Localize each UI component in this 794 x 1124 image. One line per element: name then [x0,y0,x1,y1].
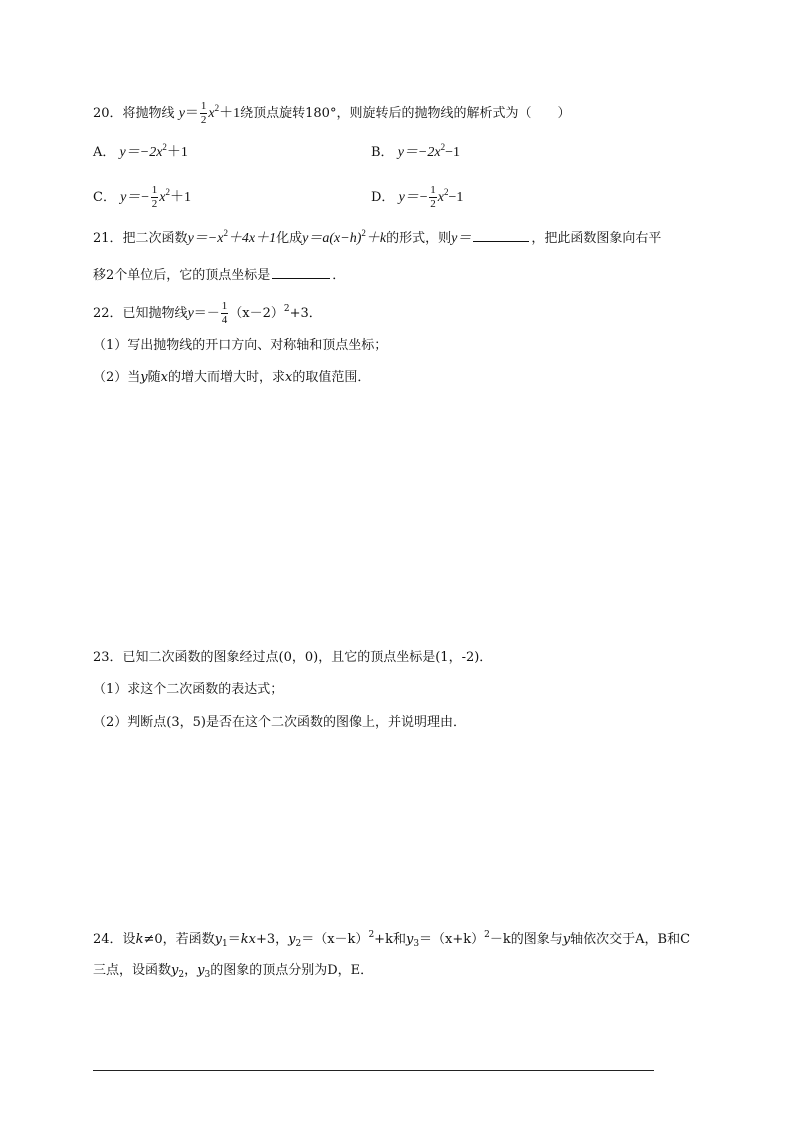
q23-sub2 [93,713,466,733]
q20-option-c-fraction [151,184,159,211]
q21-formula2-exp: 2 [361,228,366,238]
q21-text1: 把二次函数 [122,231,188,246]
q20-option-c-pre: y＝− [120,190,150,205]
q24-y3-sub: 3 [413,939,420,949]
q22-frac-den: 4 [221,314,228,326]
q24-line2-b: ， [184,963,198,978]
q24-line2-a: 三点，设函数 [93,963,172,978]
q22-fraction [221,300,229,327]
q21-formula2: y＝a(x−h) [302,231,362,246]
q20-option-b-label: B． [371,145,394,160]
q23-text: 已知二次函数的图象经过点(0，0)，且它的顶点坐标是(1，-2)． [122,650,493,665]
q24-line2-y3: y [197,963,205,978]
q24-k: k [135,932,144,947]
q23-sub1 [93,680,283,700]
q21-text4: ，把此函数图象向右平 [531,231,662,246]
q21-answer-blank-2[interactable] [272,264,330,279]
q22-sub2 [93,368,370,388]
q24-t5: ＝（x－k） [301,932,369,947]
q22-text3: （x－2） [229,306,284,321]
q23-number: 23． [93,650,123,665]
q21-formula2-tail: ＋k [365,231,387,246]
q22-exp: 2 [283,304,290,314]
q20-text-rotate: 绕顶点旋转180°，则旋转后的抛物线的解析式为（ ） [240,106,571,121]
q24-ty: y [562,932,571,947]
q20-option-a-label: A． [93,145,116,160]
q21-line2-end: ． [332,268,346,283]
q24-kx: kx [240,932,256,947]
q22-sub1 [93,336,387,356]
q22-text2: ＝－ [193,306,220,321]
q20-exp: 2 [214,103,220,113]
q20-option-b [371,143,460,163]
q22-sub2-d: 的取值范围． [292,370,371,385]
q20-frac-num: 1 [200,100,207,112]
q22-sub2-x2: x [285,370,293,385]
q24-line2-y2: y [171,963,179,978]
q20-option-c-tail: ＋1 [169,190,191,205]
q20-option-c-x: x [159,190,166,205]
q20-var-x: x [208,106,215,121]
q21-text3: 的形式，则 [386,231,452,246]
q21-formula1-exp: 2 [223,228,228,238]
q20-plus1: ＋1 [219,106,241,121]
q24-t2: ≠0，若函数 [143,932,215,947]
q20-eq: ＝ [184,106,199,121]
q23-stem [93,648,492,668]
q24-exp2: 2 [368,930,375,940]
q24-t9: 轴依次交于A，B和C [570,932,691,947]
q22-stem [93,300,322,327]
q24-line2-y3-sub: 3 [204,970,211,980]
q21-line2-text: 移2个单位后，它的顶点坐标是 [93,268,271,283]
q24-y1: y [214,932,222,947]
q24-line1 [93,930,690,950]
q20-option-b-expr: y＝−2x [397,145,441,160]
q21-formula1: y＝−x [187,231,224,246]
q21-line2 [93,264,345,286]
q20-option-d [371,184,463,211]
q20-option-c-exp: 2 [165,187,170,197]
q20-stem [93,100,570,127]
q21-number: 21． [93,231,123,246]
q20-option-d-exp: 2 [443,187,449,197]
q20-option-a-tail: ＋1 [166,145,188,160]
q20-option-d-tail: −1 [448,190,464,205]
q24-line2-y2-sub: 2 [178,970,185,980]
q24-y3: y [405,932,414,947]
q24-t1: 设 [122,932,136,947]
q22-text1: 已知抛物线 [122,306,188,321]
q20-text-pre: 将抛物线 [122,106,175,121]
q21-formula1-tail: ＋4x＋1 [227,231,277,246]
q21-text2: 化成 [276,231,303,246]
q22-sub2-b: 随 [147,370,161,385]
q24-t8: －k的图象与 [489,932,563,947]
q22-frac-num: 1 [221,300,228,312]
q22-text4: +3． [289,306,322,321]
q24-t3: ＝ [227,932,241,947]
q20-number: 20． [93,106,123,121]
q22-sub1-text: （1）写出抛物线的开口方向、对称轴和顶点坐标； [93,338,388,353]
q23-sub2-text: （2）判断点(3，5)是否在这个二次函数的图像上，并说明理由． [93,715,466,730]
q21-line1 [93,227,661,249]
q22-sub2-y: y [140,370,148,385]
q24-line2 [93,961,373,981]
q20-option-d-label: D． [371,190,395,205]
q24-y1-sub: 1 [221,939,228,949]
q20-option-d-den: 2 [430,198,436,210]
q24-t7: ＝（x+k） [419,932,485,947]
q24-y2-sub: 2 [295,939,302,949]
q22-number: 22． [93,306,123,321]
q20-option-c-den: 2 [151,198,158,210]
q22-var-y: y [187,306,194,321]
q20-option-c-num: 1 [151,184,158,196]
q20-option-b-exp: 2 [440,142,446,152]
q24-y2: y [288,932,296,947]
q20-option-d-x: x [437,190,444,205]
q21-answer-blank-1[interactable] [473,227,529,242]
q24-line2-c: 的图象的顶点分别为D，E． [210,963,374,978]
q21-formula3: y＝ [451,231,472,246]
q20-var-y: y [178,106,185,121]
footer-divider [93,1070,654,1071]
q20-option-c-label: C． [93,190,116,205]
q20-option-d-num: 1 [430,184,436,196]
q24-t4: +3， [255,932,289,947]
q24-number: 24． [93,932,123,947]
q22-sub2-a: （2）当 [93,370,141,385]
q20-option-a [93,143,188,163]
q24-exp3: 2 [484,930,490,940]
q24-t6: +k和 [374,932,406,947]
q20-fraction [200,100,208,127]
q20-option-d-fraction [429,184,437,211]
q22-sub2-c: 的增大而增大时，求 [168,370,286,385]
q20-option-a-expr: y＝−2x [119,145,163,160]
q22-sub2-x: x [160,370,168,385]
q20-option-b-tail: −1 [445,145,460,160]
q20-option-a-exp: 2 [162,142,167,152]
q23-sub1-text: （1）求这个二次函数的表达式； [93,682,284,697]
q20-frac-den: 2 [200,114,207,126]
q20-option-c [93,184,191,211]
q20-option-d-pre: y＝− [398,190,429,205]
